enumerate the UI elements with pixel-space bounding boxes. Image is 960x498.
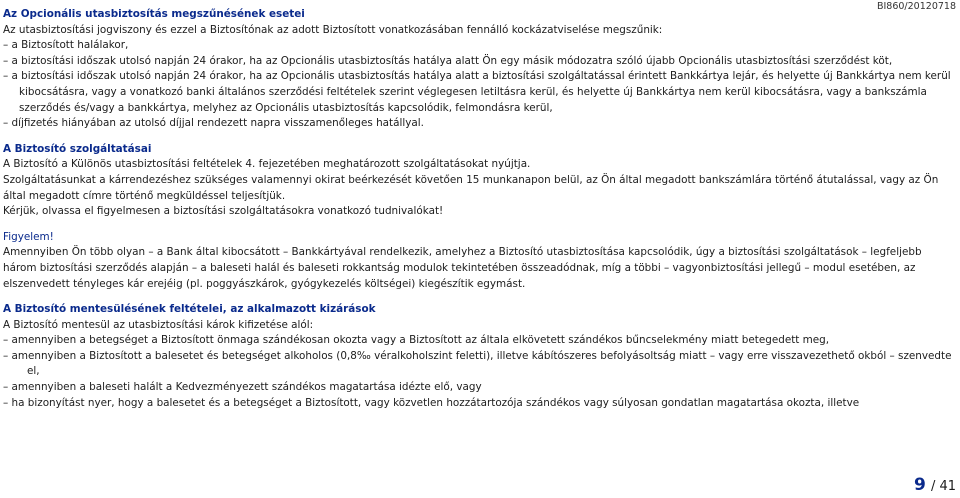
page-number <box>914 475 956 495</box>
current-page: 9 <box>914 475 926 495</box>
exclusion-item: – ha bizonyítást nyer, hogy a balesetet és a betegséget a Biztosított, vagy közvetlen hozzátartozója szándékos vagy súlyosan gondatlan magatartása okozta, illetve <box>3 396 860 409</box>
section-title-termination: Az Opcionális utasbiztosítás megszűnésének esetei <box>3 8 305 20</box>
attention-label: Figyelem! <box>3 230 54 243</box>
section-title-services: A Biztosító szolgáltatásai <box>3 142 152 155</box>
total-pages: / 41 <box>930 479 956 494</box>
document-code: BI860/20120718 <box>876 1 956 12</box>
termination-item: – a Biztosított halálakor, <box>3 39 129 52</box>
termination-item: – a biztosítási időszak utolsó napján 24 órakor, ha az Opcionális utasbiztosítás hatálya alatt Ön egy másik módozatra szóló újabb Opcionális utasbiztosítási szerződést köt, <box>3 54 893 67</box>
termination-intro: Az utasbiztosítási jogviszony és ezzel a Biztosítónak az adott Biztosított vonatkozásában fennálló kockázatviselése megszűnik: <box>3 23 663 36</box>
exclusion-item: – amennyiben a baleseti halált a Kedvezményezett szándékos magatartása idézte elő, vagy <box>3 381 482 394</box>
section-title-exclusions: A Biztosító mentesülésének feltételei, az alkalmazott kizárások <box>3 303 376 316</box>
services-paragraph: Kérjük, olvassa el figyelmesen a biztosítási szolgáltatásokra vonatkozó tudnivalókat! <box>3 205 444 218</box>
attention-paragraph: Amennyiben Ön több olyan – a Bank által kibocsátott – Bankkártyával rendelkezik, amelyhez a Biztosító utasbiztosítása kapcsolódik, úgy a biztosítási szolgáltatások – legfeljebb három biztosítási szerződés alapján – a baleseti halál és baleseti rokkantság modulok tekintetében összeadódnak, míg a többi – vagyonbiztosítási jellegű – modul esetében, az elszenvedett tényleges kár erejéig (pl. poggyászkárok, gyógykezelés költségei) kiegészítik egymást. <box>3 246 922 290</box>
page-content <box>3 7 958 411</box>
termination-item: – a biztosítási időszak utolsó napján 24 órakor, ha az Opcionális utasbiztosítás hatálya alatt a biztosítási szolgáltatással érintett Bankkártya lejár, és helyette új Bankkártya nem kerül kibocsátásra, vagy a vonatkozó banki általános szerződési feltételek szerint véglegesen letiltásra kerül, és helyette új Bankkártya nem kerül kibocsátásra, vagy a bankszámla szerződés és/vagy a bankkártya, melyhez az Opcionális utasbiztosítás kapcsolódik, felmondásra kerül, <box>3 70 951 114</box>
termination-item: – díjfizetés hiányában az utolsó díjjal rendezett napra visszamenőleges hatállyal. <box>3 117 424 130</box>
exclusion-item: – amennyiben a Biztosított a balesetet és betegséget alkoholos (0,8‰ véralkoholszint feletti), illetve kábítószeres befolyásoltság miatt – vagy erre visszavezethető okból – szenvedte el, <box>3 349 952 378</box>
exclusion-item: – amennyiben a betegséget a Biztosított önmaga szándékosan okozta vagy a Biztosított az általa elkövetett szándékos bűncselekmény miatt betegedett meg, <box>3 334 830 347</box>
services-paragraph: Szolgáltatásunkat a kárrendezéshez szükséges valamennyi okirat beérkezését követően 15 munkanapon belül, az Ön által megadott bankszámlára történő átutalással, vagy az Ön által megadott címre történő megküldéssel teljesítjük. <box>3 173 939 202</box>
exclusions-intro: A Biztosító mentesül az utasbiztosítási károk kifizetése alól: <box>3 318 314 331</box>
services-paragraph: A Biztosító a Különös utasbiztosítási feltételek 4. fejezetében meghatározott szolgáltatásokat nyújtja. <box>3 158 531 171</box>
